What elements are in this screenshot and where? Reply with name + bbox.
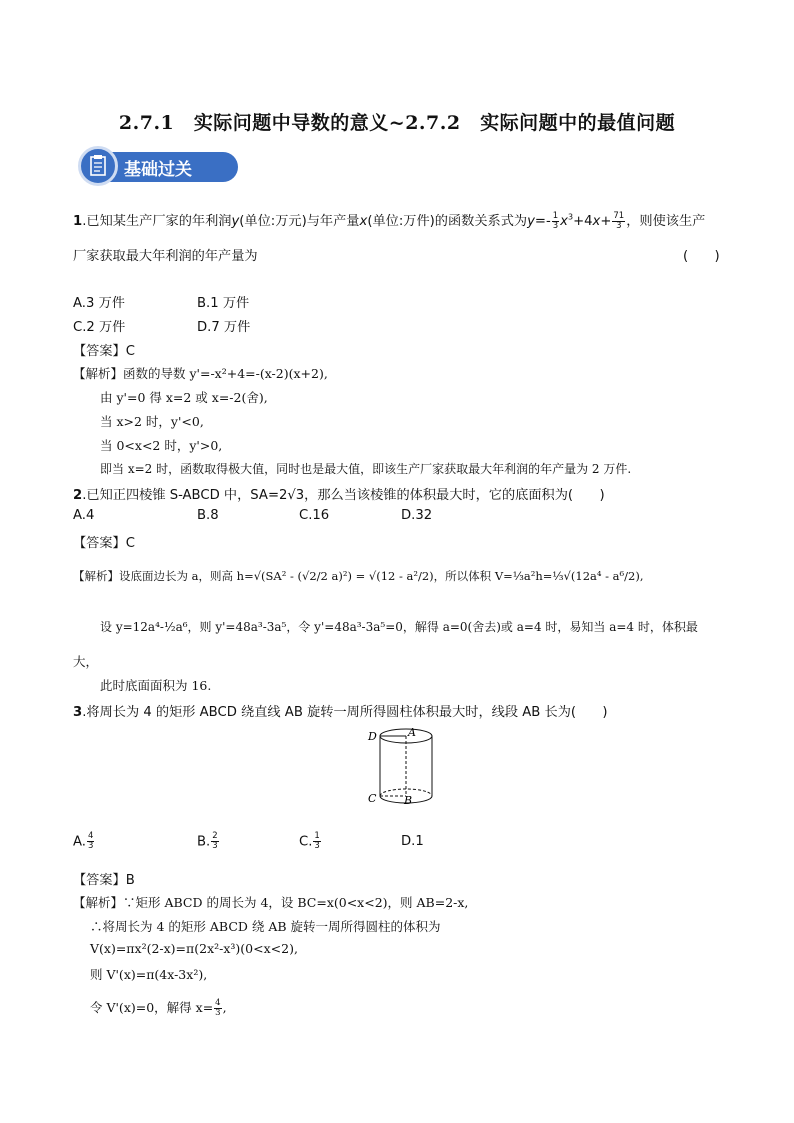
q3-stem <box>73 701 608 720</box>
q1-text-a: .已知某生产厂家的年利润 <box>82 214 232 229</box>
q1-text-f: ，则使该生产 <box>626 214 706 229</box>
q2-solution-1: 【解析】设底面边长为 a，则高 h=√(SA² - (√2/2 a)²) = √(12 - a²/2)，所以体积 V=⅓a²h=⅓√(12a⁴ - a⁶/2), <box>73 569 644 583</box>
q1-option-d: D.7 万件 <box>197 320 251 335</box>
cylinder-figure <box>362 722 434 810</box>
q3-solution-1: 【解析】∵矩形 ABCD 的周长为 4，设 BC=x(0<x<2)，则 AB=2-x, <box>73 895 469 910</box>
q2-number: 2 <box>73 488 83 503</box>
q1-option-b: B.1 万件 <box>197 296 250 311</box>
page-title: 2.7.1 实际问题中导数的意义~2.7.2 实际问题中的最值问题 <box>118 112 676 134</box>
q1-number: 1 <box>73 214 83 229</box>
label-D: D <box>368 730 377 743</box>
q3-solution-5: 令 V'(x)=0，解得 x= $\frac{4}{3}$ , <box>90 998 227 1018</box>
q2-option-d: D.32 <box>401 508 433 523</box>
q1-solution-1: 【解析】函数的导数 y'=-x²+4=-(x-2)(x+2), <box>73 366 328 381</box>
q1-answer: 【答案】C <box>73 344 135 359</box>
q1-stem: 1.已知某生产厂家的年利润y(单位:万元)与年产量x(单位:万件)的函数关系式为y=- $\frac{1}{3}$ $x^3+4x+$ $\frac{71}{3}$ ，则使该生产 <box>73 210 706 231</box>
q2-solution-3: 大， <box>73 654 99 669</box>
q1-var-x: x <box>359 214 368 229</box>
q2-option-c: C.16 <box>299 508 330 523</box>
q2-answer: 【答案】C <box>73 536 135 551</box>
section-label: 基础过关 <box>124 160 192 180</box>
q1-text-c: (单位:万元)与年产量 <box>239 214 360 229</box>
label-B: B <box>404 794 413 807</box>
q2-solution-2: 设 y=12a⁴-½a⁶，则 y'=48a³-3a⁵，令 y'=48a³-3a⁵=0，解得 a=0(舍去)或 a=4 时，易知当 a=4 时，体积最 <box>100 620 698 634</box>
q3-option-c: C. $\frac{1}{3}$ <box>299 831 320 851</box>
q1-solution-5: 即当 x=2 时，函数取得极大值，同时也是最大值，即该生产厂家获取最大年利润的年产量为 2 万件. <box>100 462 632 476</box>
q2-option-b: B.8 <box>197 508 219 523</box>
q3-option-a: A. $\frac{4}{3}$ <box>73 831 94 851</box>
q1-frac2: $\frac{71}{3}$ <box>613 210 625 231</box>
label-A: A <box>408 726 416 739</box>
q2-text: .已知正四棱锥 S-ABCD 中，SA=2√3，那么当该棱锥的体积最大时，它的底面积为( ) <box>82 488 605 503</box>
q1-frac1: $\frac{1}{3}$ <box>552 210 559 231</box>
q1-solution-3: 当 x>2 时，y'<0, <box>100 414 204 429</box>
label-C: C <box>368 792 377 805</box>
q1-text-e: (单位:万件)的函数关系式为 <box>367 214 528 229</box>
q2-stem <box>73 484 605 503</box>
q3-option-d: D.1 <box>401 834 424 849</box>
q1-option-a: A.3 万件 <box>73 296 125 311</box>
q2-option-a: A.4 <box>73 508 95 523</box>
q3-answer: 【答案】B <box>73 873 135 888</box>
q1-option-c: C.2 万件 <box>73 320 126 335</box>
q1-solution-2: 由 y'=0 得 x=2 或 x=-2(舍), <box>100 390 268 405</box>
section-banner <box>78 146 238 186</box>
q3-option-b: B. $\frac{2}{3}$ <box>197 831 218 851</box>
q3-solution-2: ∴将周长为 4 的矩形 ABCD 绕 AB 旋转一周所得圆柱的体积为 <box>90 919 441 934</box>
q1-line2: 厂家获取最大年利润的年产量为 <box>73 249 258 264</box>
q3-solution-3: V(x)=πx²(2-x)=π(2x²-x³)(0<x<2), <box>90 941 298 956</box>
q1-paren: ( ) <box>683 249 720 264</box>
clipboard-icon <box>78 146 118 186</box>
q3-solution-4: 则 V'(x)=π(4x-3x²), <box>90 967 208 982</box>
q2-solution-4: 此时底面面积为 16. <box>100 678 212 693</box>
q1-var-y: y <box>231 214 240 229</box>
q3-text: .将周长为 4 的矩形 ABCD 绕直线 AB 旋转一周所得圆柱体积最大时，线段 AB 长为( ) <box>82 705 608 720</box>
q3-number: 3 <box>73 705 83 720</box>
q1-solution-4: 当 0<x<2 时，y'>0, <box>100 438 223 453</box>
